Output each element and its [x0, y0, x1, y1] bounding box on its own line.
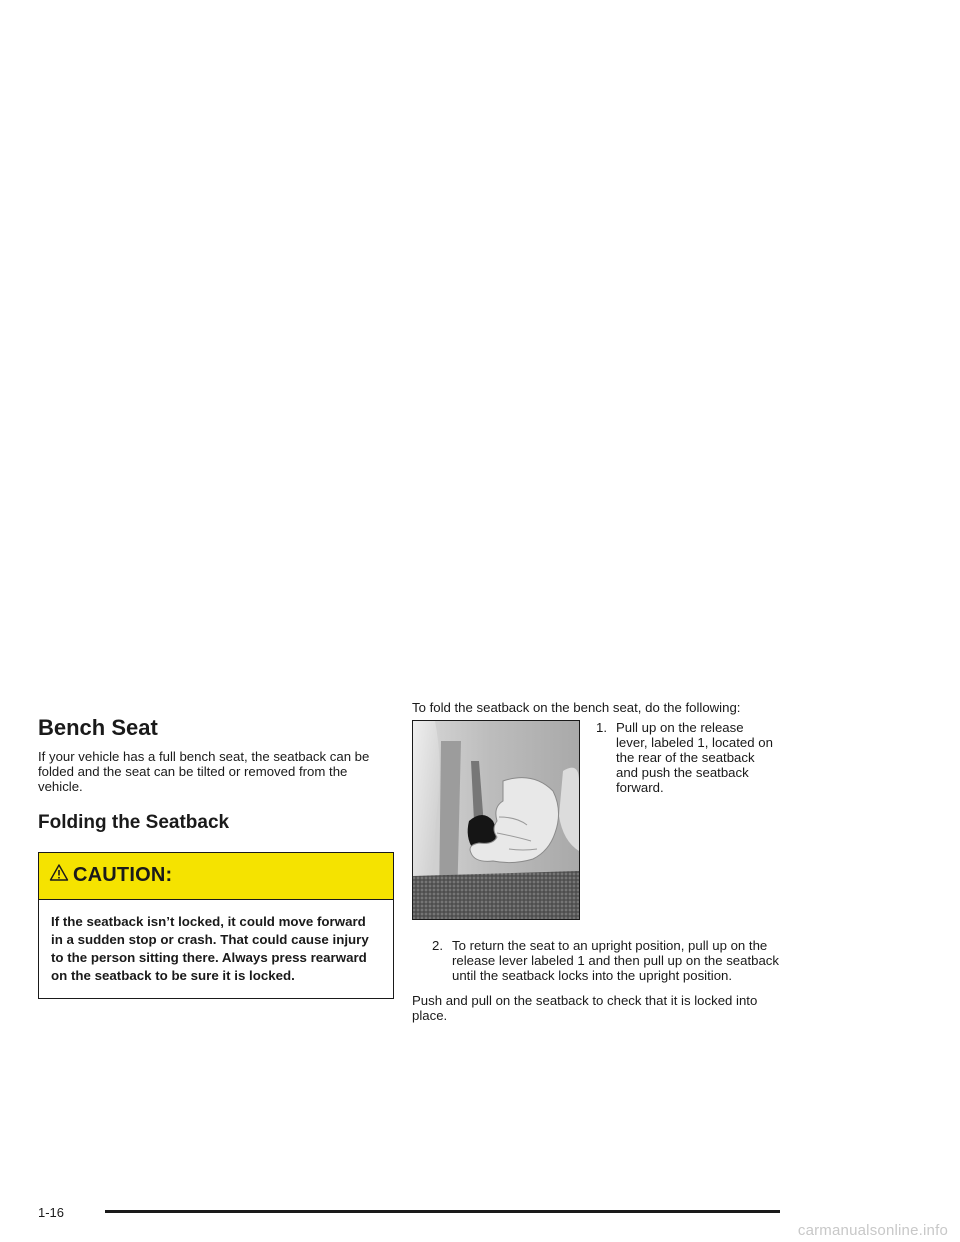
- step-1-number: 1.: [596, 720, 607, 735]
- intro-paragraph: If your vehicle has a full bench seat, the seatback can be folded and the seat can be tilted or removed from the vehicle.: [38, 749, 370, 795]
- left-column: [38, 716, 394, 999]
- page-number: 1-16: [38, 1205, 65, 1220]
- caution-text: If the seatback isn’t locked, it could move forward in a sudden stop or crash. That could cause injury to the person sitting there. Always press rearward on the seatback to be sure it is locked.: [51, 913, 369, 983]
- right-column: [412, 700, 792, 1023]
- step-2-number: 2.: [432, 938, 443, 953]
- subsection-title: Folding the Seatback: [38, 812, 230, 834]
- warning-triangle-icon: [49, 863, 69, 883]
- seatback-release-lever-photo: [412, 720, 580, 920]
- step-1-text: Pull up on the release lever, labeled 1, located on the rear of the seatback and push the seatback forward.: [616, 720, 773, 795]
- caution-header: [39, 853, 393, 900]
- step-1-block: [412, 720, 792, 920]
- step-2: [432, 938, 782, 983]
- section-title: Bench Seat: [38, 715, 158, 740]
- watermark: carmanualsonline.info: [797, 1222, 948, 1239]
- instructions-lead: To fold the seatback on the bench seat, do the following:: [412, 700, 741, 715]
- footer-rule: [105, 1210, 780, 1213]
- step-2-text: To return the seat to an upright position, pull up on the release lever labeled 1 and then pull up on the seatback until the seatback locks into the upright position.: [452, 938, 779, 983]
- step-1: [596, 720, 776, 795]
- caution-box: [38, 852, 394, 999]
- closing-paragraph: Push and pull on the seatback to check that it is locked into place.: [412, 993, 758, 1023]
- caution-title: CAUTION:: [73, 864, 173, 887]
